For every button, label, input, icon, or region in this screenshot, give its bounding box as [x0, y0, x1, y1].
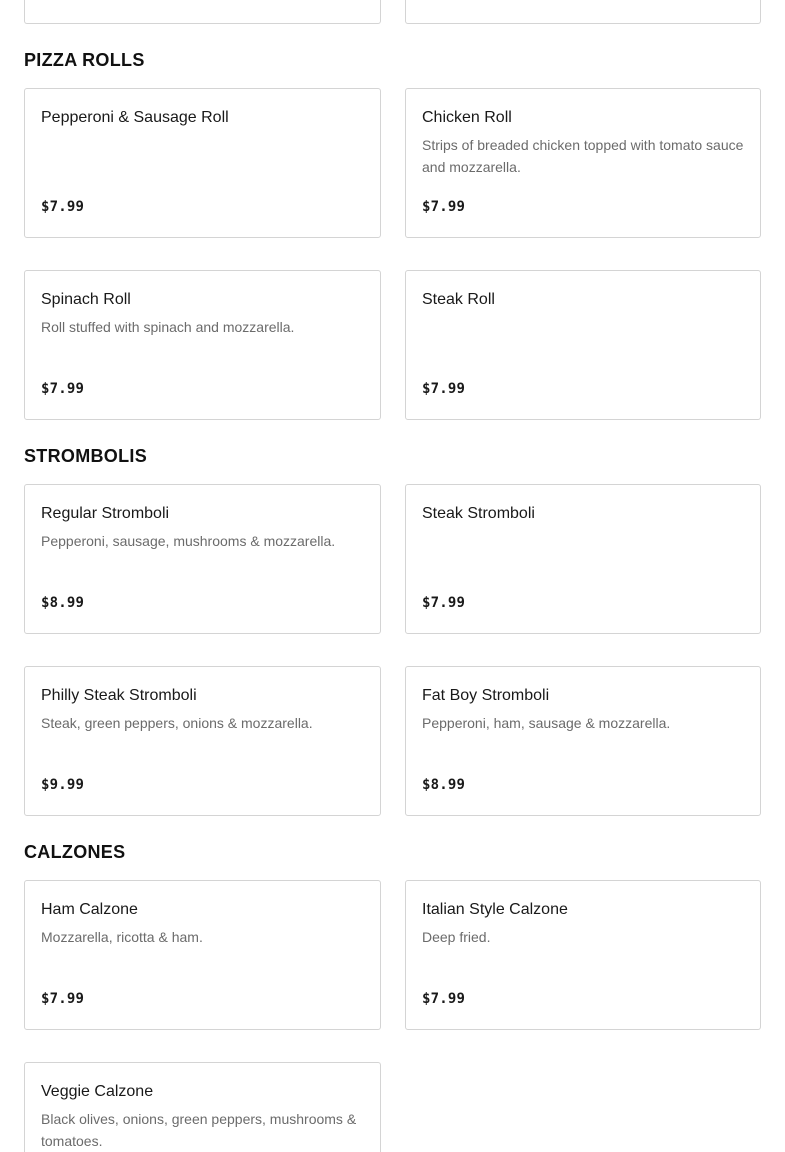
menu-item-card-partial[interactable] — [405, 0, 761, 24]
menu-item-card[interactable] — [405, 484, 761, 634]
menu-item-price: $7.99 — [422, 381, 466, 397]
menu-item-description: Pepperoni, ham, sausage & mozzarella. — [422, 715, 671, 731]
section-heading-calzones: CALZONES — [24, 842, 126, 862]
menu-item-card[interactable] — [24, 666, 381, 816]
menu-item-card[interactable] — [24, 484, 381, 634]
menu-item-price: $9.99 — [41, 777, 85, 793]
menu-item-name: Veggie Calzone — [41, 1083, 154, 1100]
menu-item-name: Regular Stromboli — [41, 505, 170, 522]
menu-item-name: Philly Steak Stromboli — [41, 687, 197, 704]
menu-item-card[interactable] — [405, 88, 761, 238]
menu-item-description: Roll stuffed with spinach and mozzarella. — [41, 319, 295, 335]
menu-item-description: Strips of breaded chicken topped with tomato sauce and mozzarella. — [422, 137, 744, 175]
menu-item-description: Deep fried. — [422, 929, 491, 945]
menu-item-card[interactable] — [405, 270, 761, 420]
menu-item-description: Steak, green peppers, onions & mozzarella. — [41, 715, 313, 731]
menu-item-price: $7.99 — [41, 199, 85, 215]
menu-item-name: Steak Roll — [422, 291, 495, 308]
menu-item-price: $8.99 — [41, 595, 85, 611]
menu-item-card-partial[interactable] — [24, 0, 381, 24]
menu-item-card[interactable] — [24, 880, 381, 1030]
menu-item-name: Spinach Roll — [41, 291, 131, 308]
menu-item-name: Fat Boy Stromboli — [422, 687, 550, 704]
menu-item-card[interactable] — [405, 666, 761, 816]
menu-item-price: $8.99 — [422, 777, 466, 793]
menu-item-description: Mozzarella, ricotta & ham. — [41, 929, 203, 945]
menu-item-price: $7.99 — [422, 199, 466, 215]
menu-item-card[interactable] — [24, 270, 381, 420]
menu-item-price: $7.99 — [422, 991, 466, 1007]
menu-item-name: Italian Style Calzone — [422, 901, 568, 918]
menu-item-card[interactable] — [405, 880, 761, 1030]
section-heading-pizza-rolls: PIZZA ROLLS — [24, 50, 145, 70]
menu-item-card[interactable] — [24, 88, 381, 238]
menu-item-description: Black olives, onions, green peppers, mushrooms & tomatoes. — [41, 1111, 357, 1149]
menu-item-price: $7.99 — [422, 595, 466, 611]
menu-item-card[interactable] — [24, 1062, 381, 1152]
menu-item-description: Pepperoni, sausage, mushrooms & mozzarella. — [41, 533, 336, 549]
menu-item-name: Steak Stromboli — [422, 505, 535, 522]
menu-item-name: Ham Calzone — [41, 901, 138, 918]
menu-item-name: Pepperoni & Sausage Roll — [41, 109, 229, 126]
menu-item-price: $7.99 — [41, 381, 85, 397]
section-heading-strombolis: STROMBOLIS — [24, 446, 147, 466]
menu-item-price: $7.99 — [41, 991, 85, 1007]
menu-item-name: Chicken Roll — [422, 109, 512, 126]
